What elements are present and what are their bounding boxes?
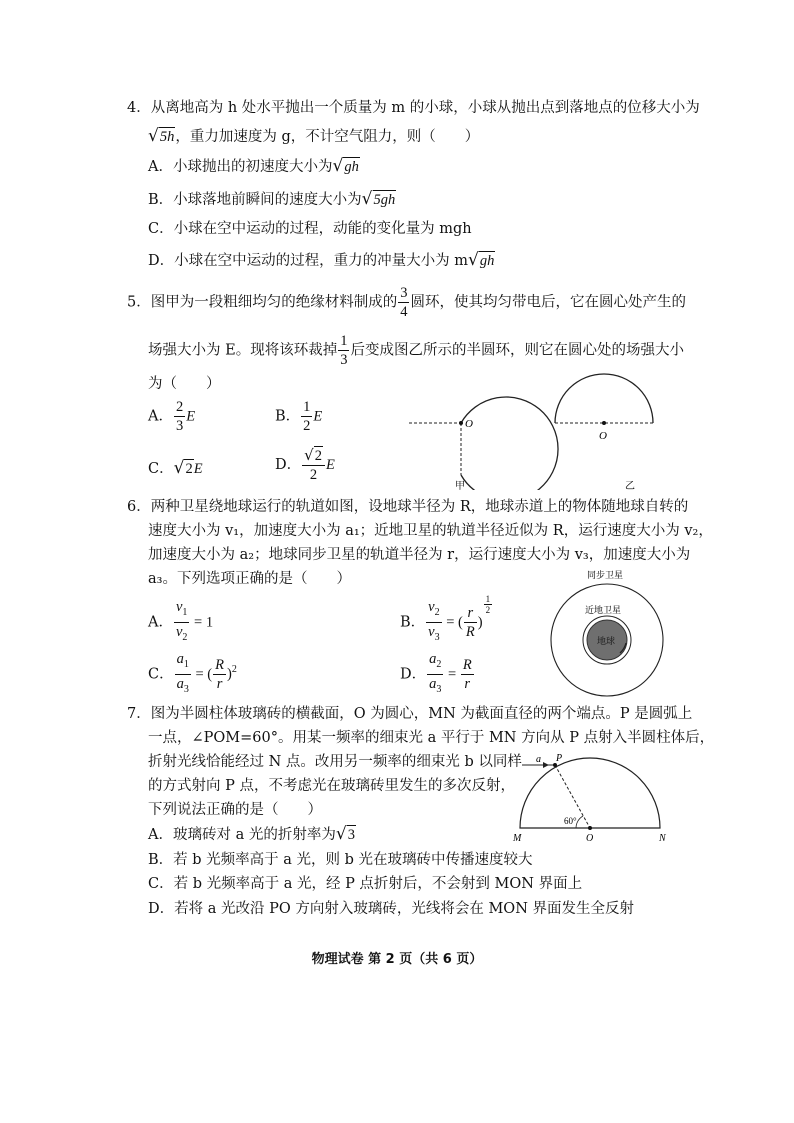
q6-orbit-figure [545,568,670,698]
point-N-label: N [659,833,666,844]
figure-yi-semicircle [555,374,653,425]
q4-option-b-text: B．小球落地前瞬间的速度大小为 [148,192,362,208]
field-symbol: E [325,457,335,473]
field-symbol: E [193,461,203,477]
q7-line3-text: 折射光线恰能经过 N 点。改用另一频率的细束光 b 以同样 [148,754,522,770]
equals-sign: = ( [191,666,213,683]
q7-line3 [148,752,522,772]
q5-option-a [148,398,195,435]
q7-option-c-text: C．若 b 光频率高于 a 光，经 P 点折射后，不会射到 MON 界面上 [148,876,583,892]
fraction-root2-over-2 [302,446,325,484]
fraction-numerator: 1 [340,333,348,349]
q4-option-a-text: A．小球抛出的初速度大小为 [148,159,333,175]
q5-option-d [275,446,335,484]
q7-option-b-text: B．若 b 光频率高于 a 光，则 b 光在玻璃砖中传播速度较大 [148,852,533,868]
fraction-numerator: 2 [175,399,184,415]
fraction-denominator: R [465,623,475,640]
q7-line1-text: 图为半圆柱体玻璃砖的横截面，O 为圆心，MN 为截面直径的两个端点。P 是圆弧上 [150,706,693,722]
sqrt-sign: √ [304,446,314,464]
fraction-R-over-r [461,656,474,693]
fraction-r-over-R [464,604,477,641]
fraction-denominator: $a_3$ [175,674,191,699]
q5-line1-pre: 图甲为一段粗细均匀的绝缘材料制成的 [150,294,398,311]
q5-option-b [275,398,322,435]
field-symbol: E [313,408,323,425]
fraction-numerator: R [215,656,224,673]
q5-ring-figures [405,365,665,490]
equals-sign: = ( [442,614,463,631]
sync-satellite-label: 同步卫星 [587,571,624,581]
q7-option-a-radicand: 3 [347,827,355,843]
close-paren-squared: )$^2$ [226,664,237,683]
q6-option-b [400,594,493,647]
q7-option-a [148,824,356,845]
point-M-label: M [513,833,522,844]
q5-option-c [148,458,203,479]
near-satellite-label: 近地卫星 [585,606,622,616]
sqrt-sign: √ [361,189,373,209]
q7-option-c [148,874,582,894]
figure-jia-three-quarter-ring [409,397,558,490]
fraction-one-half [301,398,312,435]
fraction-numerator: $v_1$ [175,599,188,618]
q4-option-d [148,250,495,271]
q6-line2-text: 速度大小为 v₁，加速度大小为 a₁；近地卫星的轨道半径近似为 R，运行速度大小为 v₂， [148,523,713,539]
fraction-one-third [338,332,349,369]
q7-option-d [148,899,634,919]
fraction-numerator: $a_1$ [176,651,189,670]
fraction-numerator: $v_2$ [428,599,440,618]
q7-line1 [127,704,692,724]
q4-line1 [127,98,700,118]
q4-stem-line2: ，重力加速度为 g，不计空气阻力，则（ ） [175,129,480,145]
q7-glass-figure [510,752,675,844]
q4-option-b-radicand: 5gh [373,192,396,208]
q5-option-c-label: C． [148,461,174,477]
fraction-two-thirds [174,398,185,435]
fraction-numerator: 3 [400,285,408,301]
q6-option-d-label: D． [400,666,427,683]
q6-option-a [148,598,213,647]
q7-option-d-text: D．若将 a 光改沿 PO 方向射入玻璃砖，光线将会在 MON 界面发生全反射 [148,901,634,917]
point-O-label: O [586,833,594,844]
q4-sqrt5h: 5h [159,129,175,145]
fraction-denominator: $v_3$ [426,622,441,647]
sqrt-sign: √ [332,156,344,176]
q6-line3-text: 加速度大小为 a₂；地球同步卫星的轨道半径为 r，运行速度大小为 v₃，加速度大小为 [148,547,691,563]
q7-line5 [148,800,322,820]
exponent-one-half [484,594,493,615]
fraction-a2-over-a3 [427,650,443,699]
q4-option-d-radicand: gh [479,253,495,269]
q4-line2 [148,126,479,147]
fraction-denominator: $v_2$ [174,622,189,647]
q6-number: 6． [127,499,151,515]
q6-option-c [148,650,237,699]
equals-sign: = [444,666,460,683]
q4-option-a-radicand: gh [344,159,359,175]
field-symbol: E [186,408,196,425]
fraction-v1-over-v2 [174,598,189,647]
q6-line3 [148,545,690,565]
q5-line2 [148,332,684,369]
q6-line4 [148,569,351,589]
q4-option-d-text: D．小球在空中运动的过程，重力的冲量大小为 m [148,253,468,269]
q5-line2-pre: 场强大小为 E。现将该环裁掉 [148,342,338,359]
fraction-denominator: 3 [340,352,348,368]
fraction-denominator: r [213,674,226,693]
fraction-denominator: 2 [302,465,325,484]
fraction-numerator [302,446,325,465]
equals-one: = 1 [190,614,214,631]
fraction-denominator: r [461,674,474,693]
sqrt-sign: √ [467,250,479,270]
fraction-denominator: 2 [303,418,311,434]
q4-option-a [148,156,360,177]
fraction-numerator: 1 [303,399,311,415]
q5-line1-post: 圆环，使其均匀带电后，它在圆心处产生的 [410,294,686,311]
q5-line2-post: 后变成图乙所示的半圆环，则它在圆心处的场强大小 [350,342,684,359]
angle-60-label: 60° [564,816,577,826]
figure-jia-center-label: O [465,418,473,430]
q6-option-d [400,650,475,699]
q5-option-b-label: B． [275,408,301,425]
q7-line2 [148,728,714,748]
figure-yi-caption: 乙 [625,481,635,490]
q5-option-a-label: A． [148,408,173,425]
q5-option-d-label: D． [275,457,302,473]
fraction-numerator: r [467,604,474,621]
q5-line3-text: 为（ ） [148,376,221,392]
q7-line2-text: 一点，∠POM=60°。用某一频率的细束光 a 平行于 MN 方向从 P 点射入半圆柱体后， [148,730,715,746]
sqrt-sign: √ [148,126,159,146]
fraction-R-over-r [213,656,226,693]
q7-option-a-text: A．玻璃砖对 a 光的折射率为 [148,827,336,843]
figure-yi-center-label: O [599,430,607,442]
q5-option-c-radicand: 2 [185,461,193,477]
q5-option-d-radicand: 2 [314,448,322,464]
q7-line4-text: 的方式射向 P 点，不考虑光在玻璃砖里发生的多次反射， [148,778,515,794]
fraction-denominator: 4 [400,304,408,320]
earth-label: 地球 [597,637,616,647]
fraction-numerator: 1 [485,594,491,604]
q6-line1 [127,497,688,517]
q4-stem-line1: 从离地高为 h 处水平抛出一个质量为 m 的小球，小球从抛出点到落地点的位移大小为 [150,100,700,116]
semicircle-brick [520,758,660,828]
q7-line5-text: 下列说法正确的是（ ） [148,802,322,818]
ray-a-label: a [536,754,541,765]
fraction-denominator: 3 [175,418,184,434]
q5-number: 5． [127,294,151,311]
figure-jia-caption: 甲 [455,481,465,490]
q6-option-c-label: C． [148,666,174,683]
close-paren: ) [477,614,483,631]
q4-option-c-text: C．小球在空中运动的过程，动能的变化量为 mgh [148,221,472,237]
fraction-denominator: 2 [485,605,491,615]
q4-option-b [148,189,396,210]
q5-line3 [148,374,221,394]
q4-number: 4． [127,100,151,116]
point-P-label: P [556,753,563,764]
q6-option-a-label: A． [148,614,173,631]
sqrt-sign: √ [335,824,347,844]
q7-line4 [148,776,515,796]
fraction-denominator: $a_3$ [427,674,443,699]
fraction-v2-over-v3 [426,598,441,647]
q7-number: 7． [127,706,151,722]
q4-option-c [148,219,472,239]
q6-line1-text: 两种卫星绕地球运行的轨道如图，设地球半径为 R，地球赤道上的物体随地球自转的 [150,499,689,515]
page-footer: 物理试卷 第 2 页（共 6 页） [311,952,483,967]
fraction-numerator: $a_2$ [429,651,442,670]
q7-option-b [148,850,533,870]
fraction-numerator: R [462,656,472,673]
q5-line1 [127,284,686,321]
fraction-a1-over-a3 [175,650,191,699]
sqrt-sign: √ [173,458,185,478]
q6-line2 [148,521,713,541]
fraction-three-quarters [398,284,409,321]
q6-option-b-label: B． [400,614,426,631]
q6-line4-text: a₃。下列选项正确的是（ ） [148,571,351,587]
